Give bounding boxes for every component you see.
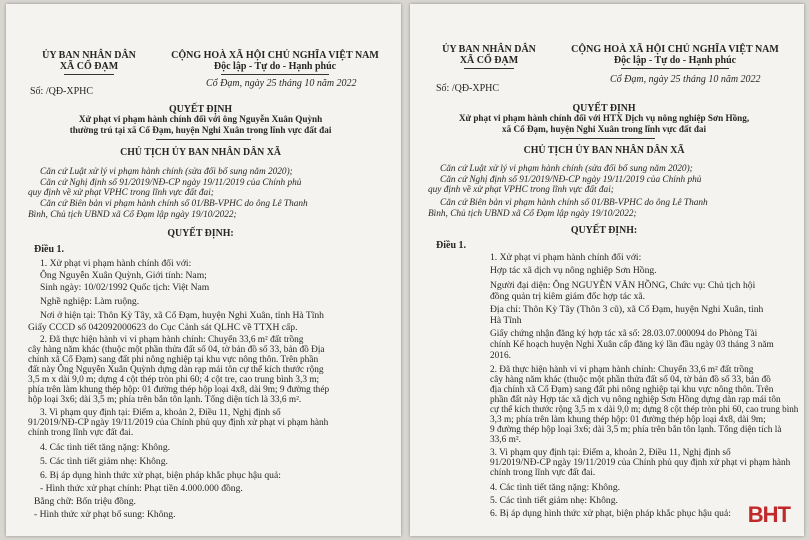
- body-line: Người đại diện: Ông NGUYỄN VĂN HỒNG, Chức vụ: Chủ tịch hội: [490, 280, 756, 291]
- body-line: 3. Vi phạm quy định tại: Điểm a, khoản 2, Điều 11, Nghị định số: [40, 408, 281, 418]
- body-line: - Hình thức xử phạt bổ sung: Không.: [34, 509, 176, 520]
- body-line: 6. Bị áp dụng hình thức xử phạt, biện pháp khắc phục hậu quả:: [40, 470, 281, 481]
- decision-document-left: [6, 4, 401, 536]
- body-line: cây hàng năm khác (thuộc một phần thửa đất số 04, tờ bản đồ số 33, bản đồ: [490, 375, 771, 385]
- body-line: Địa chỉ: Thôn Kỳ Tây (Thôn 3 cũ), xã Cổ Đạm, huyện Nghi Xuân, tỉnh: [490, 304, 764, 315]
- body-line: 1. Xử phạt vi phạm hành chính đối với:: [490, 252, 642, 263]
- motto-rule: [621, 68, 729, 69]
- decision-number: Số: /QĐ-XPHC: [436, 83, 500, 94]
- body-line: 91/2019/NĐ-CP ngày 19/11/2019 của Chính phủ quy định xử phạt vi phạm hành: [490, 458, 791, 468]
- body-line: 91/2019/NĐ-CP ngày 19/11/2019 của Chính phủ quy định xử phạt vi phạm hành: [28, 418, 329, 428]
- motto-rule: [221, 74, 329, 75]
- body-line: 2016.: [490, 351, 511, 361]
- body-line: cây hàng năm khác (thuộc một phần thửa đất số 04, tờ bản đồ số 33, bản đồ Địa: [28, 345, 325, 355]
- nation-title: CỘNG HOÀ XÃ HỘI CHỦ NGHĨA VIỆT NAM: [571, 44, 779, 55]
- body-line: Giấy chứng nhận đăng ký hợp tác xã số: 28.03.07.000094 do Phòng Tài: [490, 329, 758, 339]
- body-line: chính Kế hoạch huyện Nghi Xuân cấp đăng ký lần đầu ngày 03 tháng 3 năm: [490, 340, 774, 350]
- document-title: QUYẾT ĐỊNH: [572, 103, 636, 114]
- commune-name: XÃ CỔ ĐẠM: [459, 55, 519, 66]
- body-line: Hà Tĩnh: [490, 315, 522, 326]
- body-line: Nơi ở hiện tại: Thôn Kỳ Tây, xã Cổ Đạm, huyện Nghi Xuân, tỉnh Hà Tĩnh: [40, 310, 324, 321]
- document-title: QUYẾT ĐỊNH: [169, 104, 233, 115]
- document-subtitle: thường trú tại xã Cổ Đạm, huyện Nghi Xuân trong lĩnh vực đất đai: [69, 126, 332, 136]
- legal-basis-line: Căn cứ Nghị định số 91/2019/NĐ-CP ngày 19/11/2019 của Chính phủ: [440, 175, 702, 185]
- body-line: 5. Các tình tiết giảm nhẹ: Không.: [490, 495, 618, 506]
- agency-name: ỦY BAN NHÂN DÂN: [442, 44, 536, 55]
- body-line: 2. Đã thực hiện hành vi vi phạm hành chính: Chuyển 33,6 m² đất trồng: [490, 365, 754, 375]
- nation-motto: Độc lập - Tự do - Hạnh phúc: [213, 61, 337, 72]
- nation-motto: Độc lập - Tự do - Hạnh phúc: [613, 55, 737, 66]
- body-line: địa chính xã Cổ Đạm) sang đất phi nông nghiệp tại khu vực nông thôn. Trên: [490, 385, 774, 395]
- body-line: 3,5 m x dài 9,0 m; dựng 4 cột thép tròn phi 60; 4 cột tre, cao trung bình 3,3 m;: [28, 375, 320, 385]
- decision-heading: QUYẾT ĐỊNH:: [167, 228, 234, 239]
- place-date: Cổ Đạm, ngày 25 tháng 10 năm 2022: [610, 74, 761, 85]
- header-rule: [464, 68, 514, 69]
- legal-basis-line: Căn cứ Luật xử lý vi phạm hành chính (sửa đổi bổ sung năm 2020);: [440, 164, 693, 174]
- body-line: Nghề nghiệp: Làm ruộng.: [40, 296, 140, 307]
- body-line: 2. Đã thực hiện hành vi vi phạm hành chính: Chuyển 33,6 m² đất trồng: [40, 335, 304, 345]
- body-line: 9 đường thép hộp loại 3x6; dài 3,5 m; phía trên bắn tôn lạnh. Tổng diện tích là: [490, 425, 782, 435]
- body-line: phía trên làm khung thép hộp: 01 đường thép hộp loại 4x8, dài 9m; 9 đường thép: [28, 385, 330, 395]
- commune-name: XÃ CỔ ĐẠM: [59, 61, 119, 72]
- agency-name: ỦY BAN NHÂN DÂN: [42, 50, 136, 61]
- title-rule: [560, 138, 655, 139]
- body-line: 3,3 m; phía trên làm khung thép hộp: 01 đường thép hộp loại 4x8, dài 9m;: [490, 415, 766, 425]
- body-line: Ông Nguyễn Xuân Quỳnh, Giới tính: Nam;: [40, 270, 207, 281]
- authority-heading: CHỦ TỊCH ỦY BAN NHÂN DÂN XÃ: [120, 147, 281, 158]
- body-line: chính trong lĩnh vực đất đai.: [490, 468, 596, 478]
- body-line: 6. Bị áp dụng hình thức xử phạt, biện pháp khắc phục hậu quả:: [490, 508, 731, 519]
- nation-title: CỘNG HOÀ XÃ HỘI CHỦ NGHĨA VIỆT NAM: [171, 50, 379, 61]
- legal-basis-line: Căn cứ Nghị định số 91/2019/NĐ-CP ngày 19/11/2019 của Chính phủ: [40, 178, 302, 188]
- body-line: chính xã Cổ Đạm) sang đất phi nông nghiệp tại khu vực nông thôn. Trên phần: [28, 355, 319, 365]
- decision-document-right: [410, 4, 804, 536]
- body-line: 1. Xử phạt vi phạm hành chính đối với:: [40, 258, 192, 269]
- bht-logo-watermark: BHT: [747, 502, 790, 527]
- document-subtitle: xã Cổ Đạm, huyện Nghi Xuân trong lĩnh vực đất đai: [502, 125, 707, 135]
- body-line: 33,6 m².: [490, 435, 521, 445]
- title-rule: [156, 139, 251, 140]
- body-line: Giấy CCCD số 042092000623 do Cục Cảnh sát QLHC về TTXH cấp.: [28, 322, 298, 333]
- legal-basis-line: Bình, Chủ tịch UBND xã Cổ Đạm lập ngày 19/10/2022;: [28, 210, 237, 220]
- body-line: 5. Các tình tiết giảm nhẹ: Không.: [40, 456, 168, 467]
- body-line: hộp loại 3x6; dài 3,5 m; phía trên bắn tôn lạnh. Tổng diện tích là 33,6 m².: [28, 395, 302, 405]
- authority-heading: CHỦ TỊCH ỦY BAN NHÂN DÂN XÃ: [523, 145, 685, 156]
- legal-basis-line: quy định về xử phạt VPHC trong lĩnh vực đất đai;: [28, 188, 214, 198]
- body-line: đồng quản trị kiêm giám đốc hợp tác xã.: [490, 291, 646, 302]
- body-line: cự thể kích thước rộng 3,5 m x dài 9,0 m; dựng 8 cột thép tròn phi 60, cao trung bình: [490, 405, 799, 415]
- legal-basis-line: Căn cứ Luật xử lý vi phạm hành chính (sửa đổi bổ sung năm 2020);: [40, 167, 293, 177]
- body-line: Bằng chữ: Bốn triệu đồng.: [34, 496, 136, 507]
- article-heading: Điều 1.: [34, 244, 64, 255]
- header-rule: [64, 74, 114, 75]
- body-line: Hợp tác xã dịch vụ nông nghiệp Sơn Hồng.: [490, 265, 657, 276]
- body-line: - Hình thức xử phạt chính: Phạt tiền 4.000.000 đồng.: [40, 483, 243, 494]
- legal-basis-line: Căn cứ Biên bản vi phạm hành chính số 01/BB-VPHC do ông Lê Thanh: [440, 198, 708, 208]
- decision-number: Số: /QĐ-XPHC: [30, 86, 94, 97]
- body-line: chính trong lĩnh vực đất đai.: [28, 428, 134, 438]
- body-line: đất này Ông Nguyễn Xuân Quỳnh dựng dàn rạp mái tôn cự thể kích thước rộng: [28, 365, 324, 375]
- place-date: Cổ Đạm, ngày 25 tháng 10 năm 2022: [206, 78, 357, 89]
- body-line: 4. Các tình tiết tăng nặng: Không.: [490, 482, 621, 493]
- legal-basis-line: Căn cứ Biên bản vi phạm hành chính số 01/BB-VPHC do ông Lê Thanh: [40, 199, 308, 209]
- body-line: 3. Vi phạm quy định tại: Điểm a, khoản 2, Điều 11, Nghị định số: [490, 448, 731, 458]
- document-subtitle: Xử phạt vi phạm hành chính đối với HTX Dịch vụ nông nghiệp Sơn Hồng,: [458, 114, 750, 124]
- body-line: phần đất này Hợp tác xã dịch vụ nông nghiệp Sơn Hồng dựng dàn rạp mái tôn: [490, 395, 781, 405]
- decision-heading: QUYẾT ĐỊNH:: [570, 225, 638, 236]
- legal-basis-line: quy định về xử phạt VPHC trong lĩnh vực đất đai;: [428, 185, 614, 195]
- article-heading: Điều 1.: [436, 240, 466, 251]
- document-subtitle: Xử phạt vi phạm hành chính đối với ông Nguyễn Xuân Quỳnh: [78, 115, 323, 125]
- body-line: 4. Các tình tiết tăng nặng: Không.: [40, 442, 171, 453]
- body-line: Sinh ngày: 10/02/1992 Quốc tịch: Việt Nam: [40, 282, 210, 293]
- legal-basis-line: Bình, Chủ tịch UBND xã Cổ Đạm lập ngày 19/10/2022;: [428, 209, 637, 219]
